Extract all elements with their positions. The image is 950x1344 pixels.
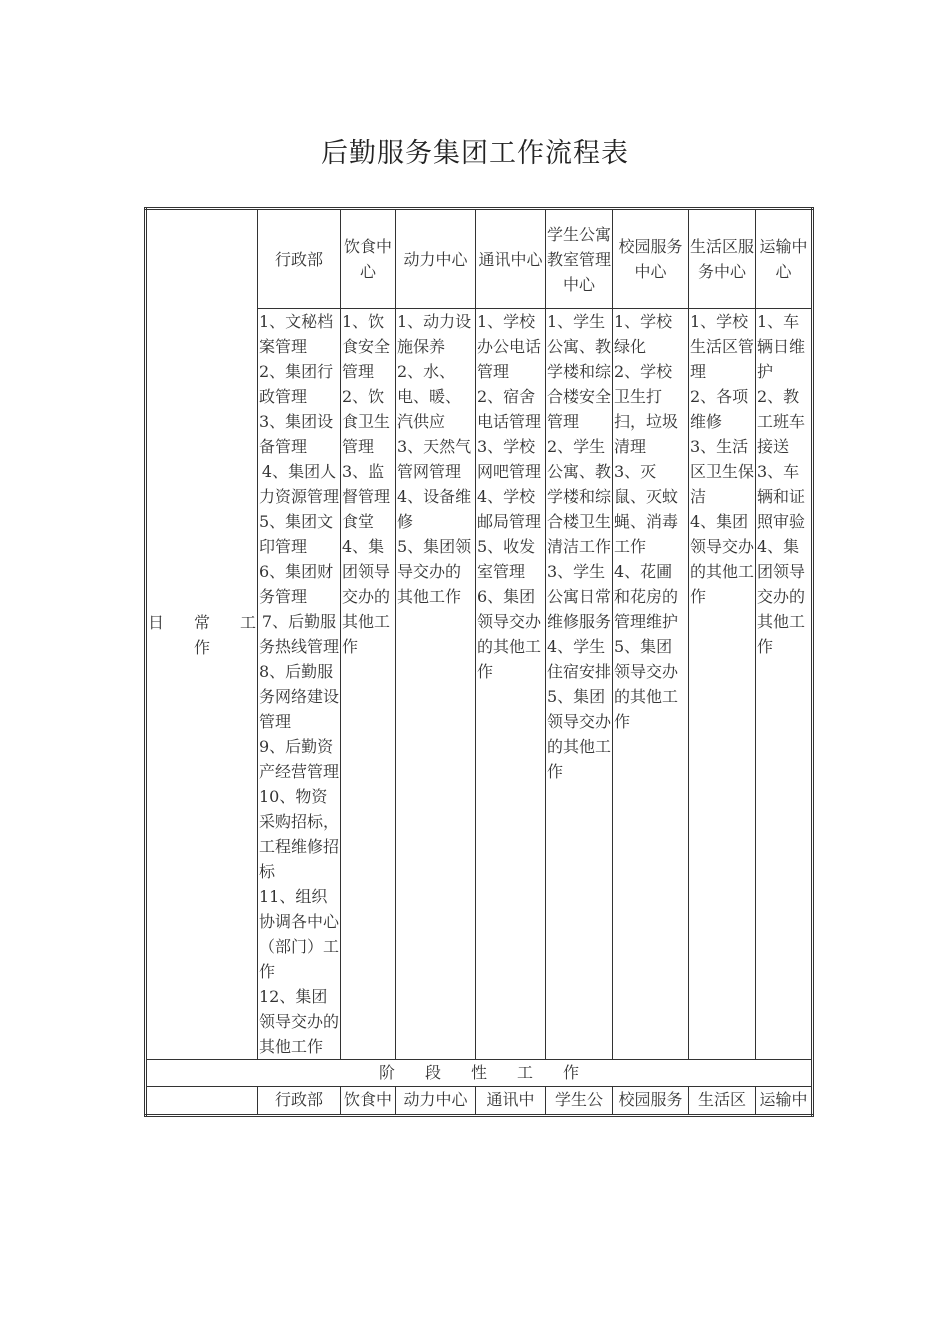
duty-item: 5、集团领导交办的其他工作 xyxy=(397,537,472,606)
duty-item: 4、花圃和花房的管理维护 xyxy=(614,562,679,631)
header-row xyxy=(146,209,813,309)
duty-item: 3、生活区卫生保洁 xyxy=(690,437,755,506)
header-cell: 动力中心 xyxy=(396,209,476,309)
duty-item: 1、学校绿化 xyxy=(614,312,673,356)
duty-item: 4、集团领导交办的其他工作 xyxy=(690,512,755,606)
duty-item: 4、设备维修 xyxy=(397,487,472,531)
header-cell: 学生公寓教室管理中心 xyxy=(546,209,613,309)
duty-item: 2、集团行政管理 xyxy=(259,362,334,406)
phase-header-cell: 饮食中 xyxy=(341,1087,396,1116)
duty-item: 1、学生公寓、教学楼和综合楼安全管理 xyxy=(547,312,612,431)
duty-item: 4、集团领导交办的其他工作 xyxy=(757,537,806,656)
header-cell: 校园服务中心 xyxy=(613,209,689,309)
duty-item: 1、学校生活区管理 xyxy=(690,312,755,381)
duty-cell xyxy=(546,309,613,1060)
phase-empty-cell xyxy=(146,1087,258,1116)
duty-item: 7、后勤服务热线管理 xyxy=(259,612,340,656)
duty-item: 1、动力设施保养 xyxy=(397,312,472,356)
duty-item: 2、学校卫生打扫，垃圾清理 xyxy=(614,362,679,456)
phase-title: 阶段性工作 xyxy=(379,1063,579,1082)
phase-header-cell: 学生公 xyxy=(546,1087,613,1116)
duty-item: 4、集团人力资源管理 xyxy=(259,462,340,506)
duty-item: 3、天然气管网管理 xyxy=(397,437,472,481)
duty-cell xyxy=(396,309,476,1060)
duty-item: 3、集团设备管理 xyxy=(259,412,334,456)
duty-cell xyxy=(476,309,546,1060)
duty-item: 5、集团领导交办的其他工作 xyxy=(547,687,612,781)
duty-item: 11、组织协调各中心（部门）工作 xyxy=(259,887,340,981)
duty-item: 3、学校网吧管理 xyxy=(477,437,542,481)
duty-item: 3、监督管理食堂 xyxy=(342,462,391,531)
phase-header-cell: 行政部 xyxy=(258,1087,341,1116)
daily-work-label-line1: 日 常 工 xyxy=(148,612,256,632)
daily-work-label-line2: 作 xyxy=(193,637,210,657)
duty-cell xyxy=(689,309,756,1060)
duty-item: 3、车辆和证照审验 xyxy=(757,462,806,531)
header-cell: 通讯中心 xyxy=(476,209,546,309)
duty-item: 5、集团文印管理 xyxy=(259,512,334,556)
duty-item: 4、集团领导交办的其他工作 xyxy=(342,537,391,656)
phase-header-cell: 运输中 xyxy=(756,1087,813,1116)
duty-item: 6、集团财务管理 xyxy=(259,562,334,606)
duty-item: 2、各项维修 xyxy=(690,387,749,431)
duty-item: 3、学生公寓日常维修服务 xyxy=(547,562,612,631)
duty-item: 5、集团领导交办的其他工作 xyxy=(614,637,679,731)
duty-item: 2、水、电、暖、汽供应 xyxy=(397,362,462,431)
document-title: 后勤服务集团工作流程表 xyxy=(321,138,629,169)
workflow-table xyxy=(144,207,814,1117)
duty-item: 6、集团领导交办的其他工作 xyxy=(477,587,542,681)
duty-cell xyxy=(756,309,813,1060)
duty-item: 4、学生住宿安排 xyxy=(547,637,612,681)
duty-item: 8、后勤服务网络建设管理 xyxy=(259,662,340,731)
phase-title-cell xyxy=(146,1060,813,1087)
duty-item: 2、学生公寓、教学楼和综合楼卫生清洁工作 xyxy=(547,437,612,556)
header-cell: 运输中心 xyxy=(756,209,813,309)
duty-item: 2、教工班车接送 xyxy=(757,387,806,456)
header-cell: 饮食中心 xyxy=(341,209,396,309)
table-body xyxy=(146,209,813,1116)
duty-item: 2、宿舍电话管理 xyxy=(477,387,542,431)
duty-cell xyxy=(258,309,341,1060)
header-cell: 行政部 xyxy=(258,209,341,309)
duty-item: 1、车辆日维护 xyxy=(757,312,806,381)
duty-item: 3、灭鼠、灭蚊蝇、消毒工作 xyxy=(614,462,679,556)
phase-title-row xyxy=(146,1060,813,1087)
duty-cell xyxy=(613,309,689,1060)
phase-header-row xyxy=(146,1087,813,1116)
duty-item: 2、饮食卫生管理 xyxy=(342,387,391,456)
phase-header-cell: 校园服务 xyxy=(613,1087,689,1116)
phase-header-cell: 动力中心 xyxy=(396,1087,476,1116)
daily-work-label xyxy=(146,209,258,1060)
duty-item: 5、收发室管理 xyxy=(477,537,536,581)
phase-header-cell: 生活区 xyxy=(689,1087,756,1116)
duty-item: 9、后勤资产经营管理 xyxy=(259,737,340,781)
duty-item: 10、物资采购招标，工程维修招标 xyxy=(259,787,340,881)
duty-item: 12、集团领导交办的其他工作 xyxy=(259,987,340,1056)
duty-item: 1、文秘档案管理 xyxy=(259,312,334,356)
duty-cell xyxy=(341,309,396,1060)
duty-item: 1、学校办公电话管理 xyxy=(477,312,542,381)
header-cell: 生活区服务中心 xyxy=(689,209,756,309)
duty-item: 1、饮食安全管理 xyxy=(342,312,391,381)
phase-header-cell: 通讯中 xyxy=(476,1087,546,1116)
duty-item: 4、学校邮局管理 xyxy=(477,487,542,531)
